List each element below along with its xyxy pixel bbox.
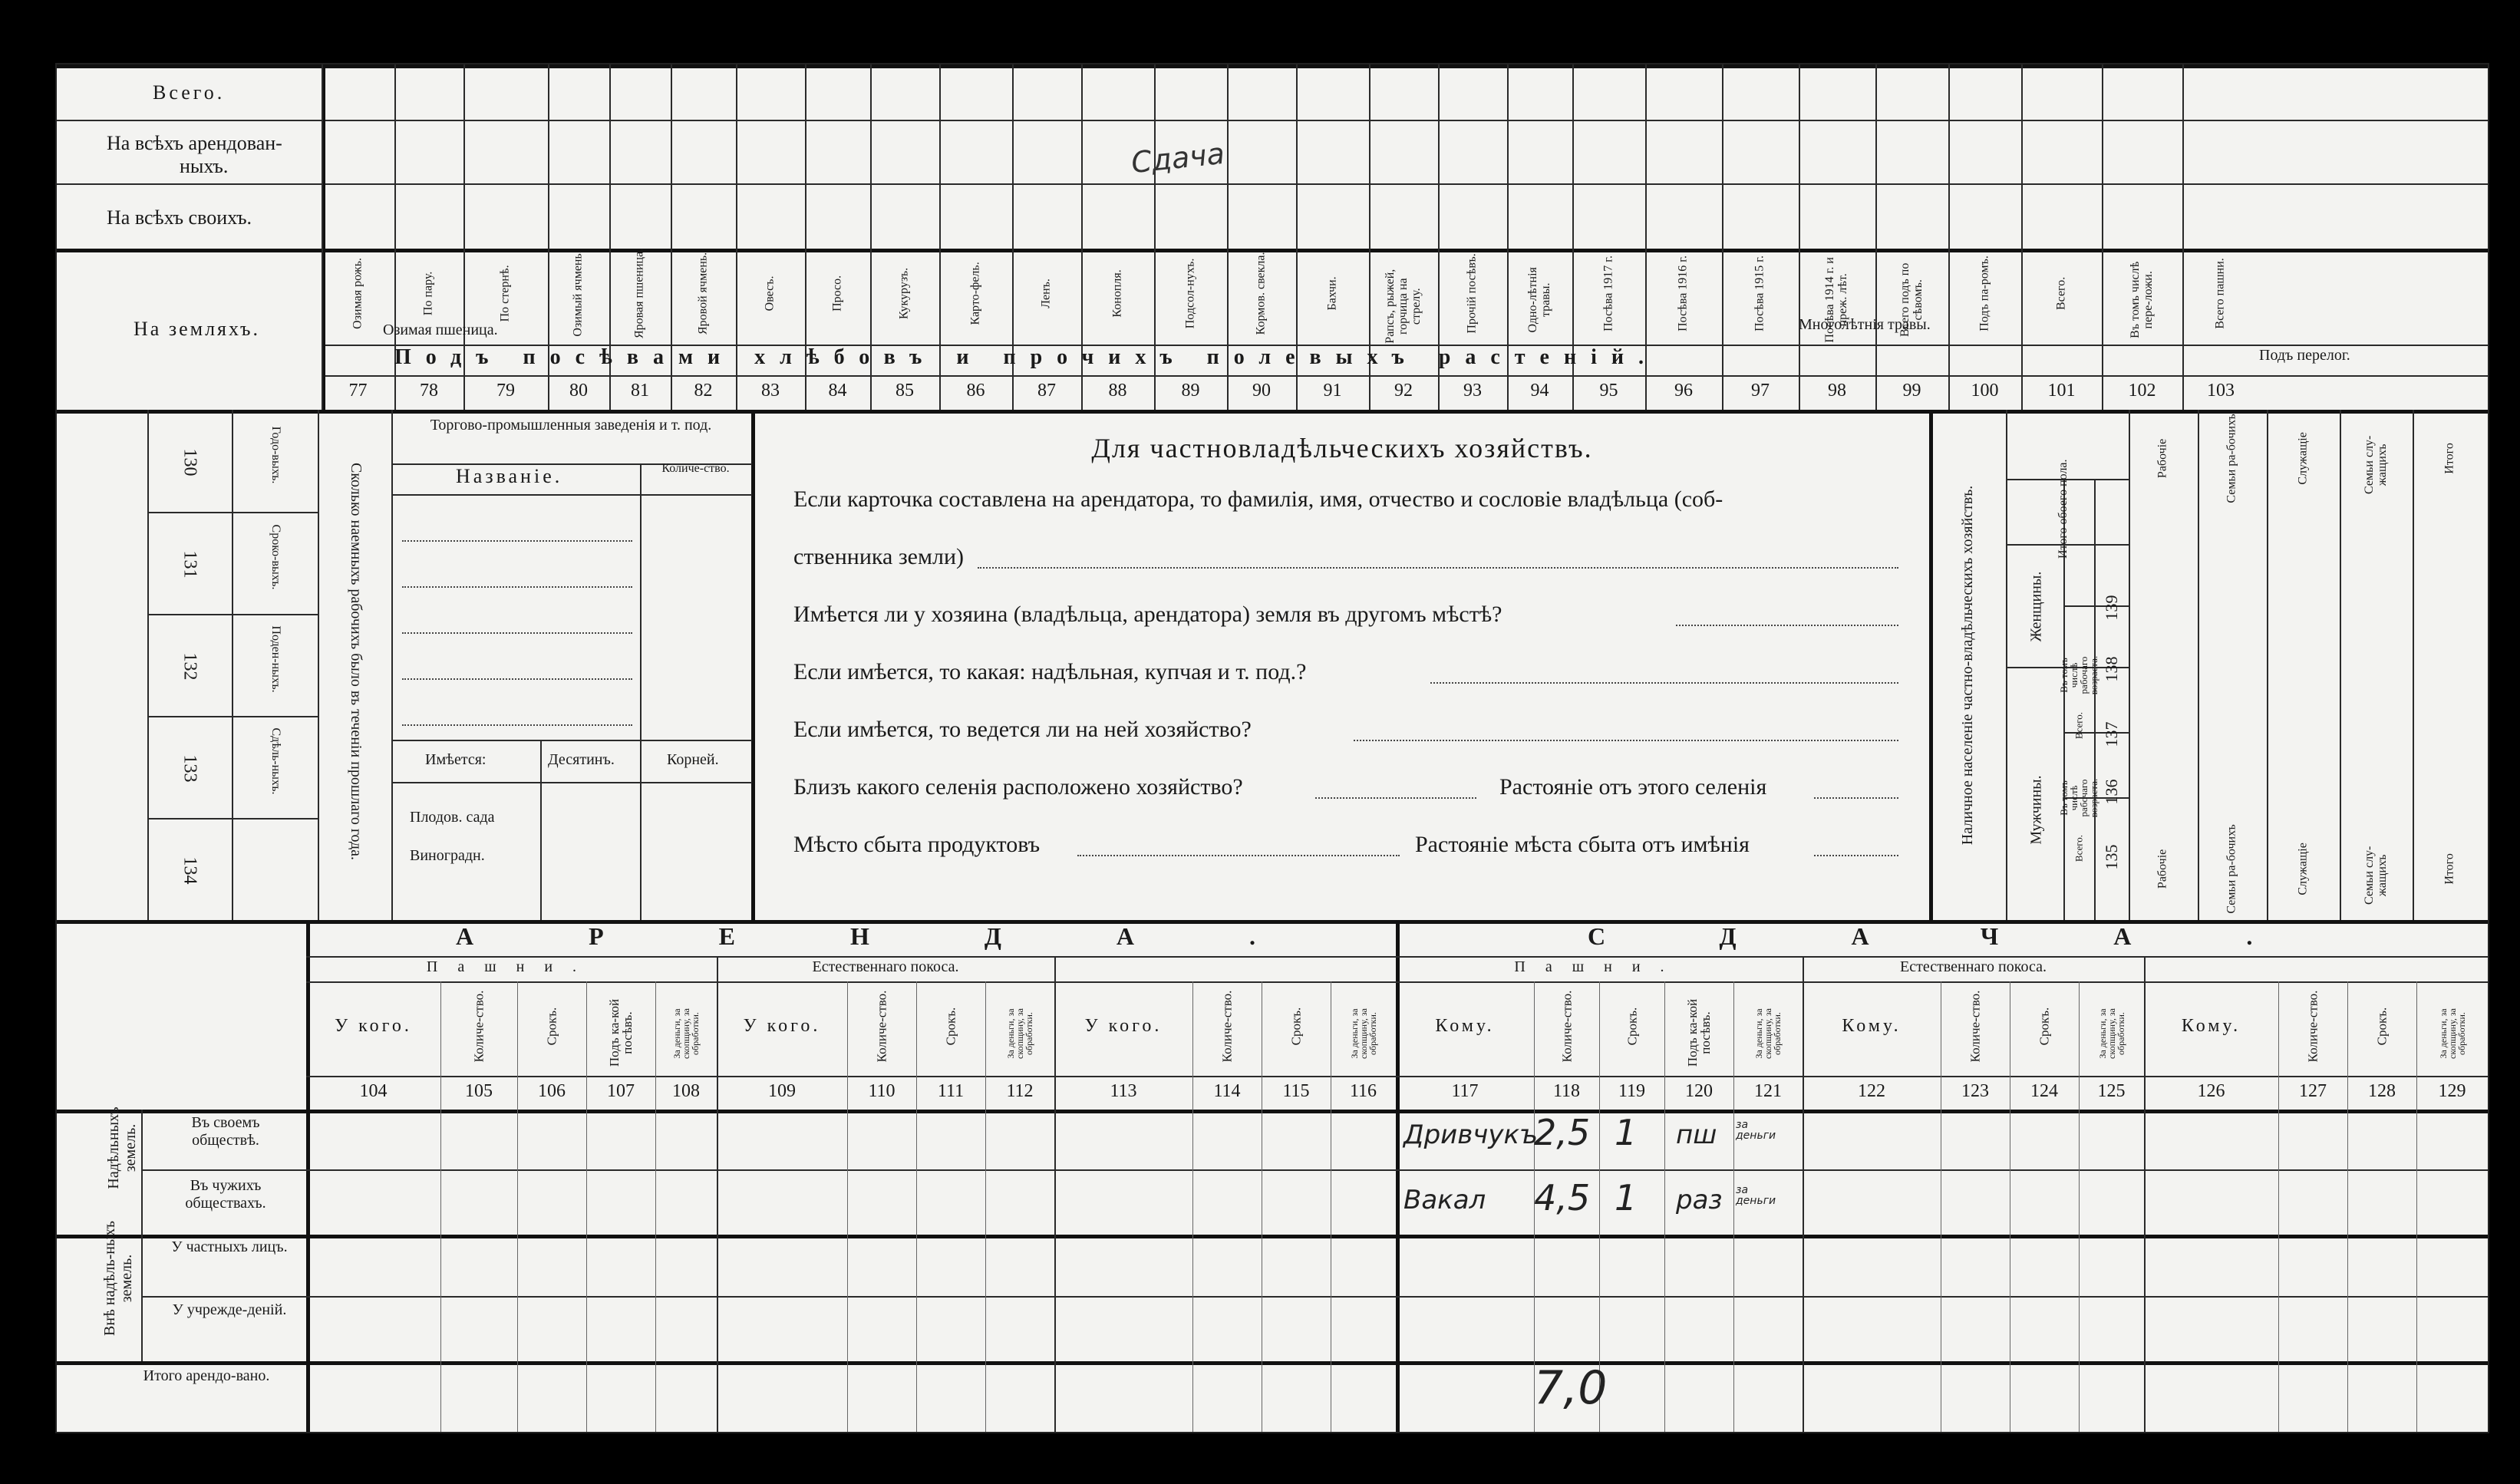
- hw-r2-komu: Вакал: [1403, 1185, 1486, 1215]
- top-col-label-98: Посѣва 1914 г. и преж. лѣт.: [1823, 257, 1849, 343]
- lease-col-num-113: 113: [1110, 1081, 1137, 1101]
- census-card: [55, 63, 2489, 1433]
- arenda-banner: АРЕНДА.: [456, 922, 1371, 950]
- workers-label-130: Годо-выхъ.: [269, 426, 282, 484]
- top-col-num-83: 83: [761, 381, 780, 401]
- pop-right-top-1: Семьи ра-бочихъ: [2225, 414, 2238, 503]
- top-col-label-89: Подсол-нухъ.: [1183, 258, 1197, 329]
- lease-col-header-104: У кого.: [335, 1016, 412, 1036]
- top-col-label-81: Яровая пшеница.: [632, 248, 646, 339]
- lease-col-header-126: Кому.: [2181, 1016, 2241, 1036]
- lease-col-header-109: У кого.: [743, 1016, 821, 1036]
- top-col-label-101: Всего.: [2054, 276, 2068, 311]
- top-col-num-92: 92: [1394, 381, 1413, 401]
- hw-r1-qty: 2,5: [1534, 1112, 1591, 1153]
- lease-col-num-129: 129: [2438, 1081, 2466, 1101]
- lease-col-header-106: Срокъ.: [544, 1007, 559, 1046]
- workers-label-131: Сроко-выхъ.: [269, 524, 282, 590]
- workers-num-134: 134: [180, 856, 200, 885]
- top-col-num-99: 99: [1902, 381, 1921, 401]
- pop-right-top-2: Служащіе: [2296, 432, 2310, 485]
- lease-col-header-129: За деньги, за скопщину, за обработки.: [2437, 1008, 2467, 1059]
- trade-qty-header: Количе-ство.: [661, 462, 730, 475]
- top-col-label-103: Всего пашни.: [2213, 258, 2227, 329]
- q1b: ственника земли): [793, 544, 964, 569]
- row-u-uchrezhdeniy: У учрежде-деній.: [172, 1301, 287, 1318]
- top-col-label-80: Озимый ячмень.: [571, 250, 585, 337]
- lease-col-num-114: 114: [1213, 1081, 1241, 1101]
- lease-col-header-114: Количе-ство.: [1219, 990, 1235, 1063]
- top-col-num-100: 100: [1971, 381, 1999, 401]
- pop-label-137: Всего.: [2073, 711, 2085, 740]
- lease-col-header-108: За деньги, за скопщину, за обработки.: [671, 1008, 701, 1059]
- top-col-num-80: 80: [569, 381, 588, 401]
- pod-perelog-label: Подъ перелог.: [2259, 347, 2350, 364]
- lease-col-num-111: 111: [937, 1081, 965, 1101]
- trade-name-header: Названіе.: [456, 465, 563, 487]
- lease-col-num-118: 118: [1552, 1081, 1581, 1101]
- pop-right-bot-2: Служащіе: [2296, 843, 2310, 895]
- sdacha-banner: СДАЧА.: [1588, 922, 2368, 950]
- top-col-num-91: 91: [1323, 381, 1342, 401]
- lease-col-num-121: 121: [1754, 1081, 1782, 1101]
- top-col-num-103: 103: [2207, 381, 2235, 401]
- lease-col-header-110: Количе-ство.: [874, 990, 889, 1063]
- top-col-label-88: Конопля.: [1110, 269, 1124, 318]
- lease-col-header-128: Срокъ.: [2374, 1007, 2390, 1046]
- row-v-svoem: Въ своемъ обществѣ.: [191, 1114, 260, 1149]
- lease-col-num-104: 104: [359, 1081, 388, 1101]
- lease-col-header-119: Срокъ.: [1624, 1007, 1639, 1046]
- row-itogo-arendovano: Итого арендо-вано.: [143, 1367, 270, 1384]
- row-na-zemlyakh: На земляхъ.: [134, 318, 260, 340]
- mnogoletnie-label: Многолѣтнія травы.: [1799, 316, 1931, 333]
- lease-col-num-125: 125: [2097, 1081, 2126, 1101]
- korney-header: Корней.: [667, 751, 719, 768]
- vinograd-label: Виноградн.: [410, 847, 485, 864]
- lease-col-header-111: Срокъ.: [943, 1007, 958, 1046]
- nadelnykh-label: Надѣльныхъ земель.: [105, 1106, 139, 1189]
- pop-right-top-3: Семьи слу-жащихъ: [2362, 435, 2389, 494]
- lease-col-num-106: 106: [538, 1081, 566, 1101]
- lease-col-header-107: Подъ ка-кой посѣвъ.: [607, 998, 635, 1067]
- lease-col-header-115: Срокъ.: [1288, 1007, 1304, 1046]
- pop-num-139: 139: [2102, 595, 2121, 621]
- row-arendovannykh-2: ныхъ.: [180, 155, 229, 177]
- q5b: Растояніе отъ этого селенія: [1499, 774, 1767, 800]
- lease-col-header-120: Подъ ка-кой посѣвъ.: [1685, 998, 1713, 1067]
- private-title: Для частновладѣльческихъ хозяйствъ.: [1091, 433, 1593, 463]
- pop-num-135: 135: [2102, 844, 2121, 870]
- pop-num-137: 137: [2102, 721, 2121, 747]
- top-col-num-93: 93: [1463, 381, 1482, 401]
- top-col-num-98: 98: [1828, 381, 1846, 401]
- lease-col-num-115: 115: [1282, 1081, 1310, 1101]
- q6a: Мѣсто сбыта продуктовъ: [793, 832, 1041, 857]
- top-col-num-77: 77: [348, 381, 368, 401]
- top-col-label-91: Бахчи.: [1325, 276, 1339, 311]
- top-col-num-84: 84: [828, 381, 847, 401]
- top-col-num-89: 89: [1181, 381, 1200, 401]
- top-col-num-102: 102: [2128, 381, 2156, 401]
- hw-r2-qty: 4,5: [1534, 1177, 1591, 1219]
- stamp-sdacha: Сдача: [1130, 136, 1226, 180]
- hw-r2-za: за деньги: [1736, 1184, 1776, 1207]
- row-v-chuzhikh: Въ чужихъ обществахъ.: [185, 1177, 266, 1212]
- top-col-label-82: Яровой ячмень.: [696, 252, 710, 335]
- lease-col-header-127: Количе-ство.: [2305, 990, 2320, 1063]
- top-col-label-90: Кормов. свекла.: [1254, 252, 1268, 335]
- hw-r1-komu: Дривчукъ: [1403, 1120, 1539, 1150]
- row-arendovannykh-1: На всѣхъ арендован-: [107, 132, 282, 154]
- q3: Если имѣется, то какая: надѣльная, купчая и т. под.?: [793, 659, 1307, 684]
- ozimaya-pshenitsa-label: Озимая пшеница.: [383, 322, 498, 338]
- group-title-4: Естественнаго покоса.: [1900, 958, 2047, 975]
- lease-col-header-121: За деньги, за скопщину, за обработки.: [1753, 1008, 1783, 1059]
- pop-num-138: 138: [2102, 656, 2121, 682]
- q2: Имѣется ли у хозяина (владѣльца, арендатора) земля въ другомъ мѣстѣ?: [793, 602, 1502, 627]
- top-col-num-95: 95: [1599, 381, 1618, 401]
- lease-col-num-108: 108: [672, 1081, 700, 1101]
- top-col-num-101: 101: [2047, 381, 2076, 401]
- vne-nadelnykh-label: Внѣ надѣль-ныхъ земель.: [101, 1221, 135, 1336]
- group-title-0: Пашни.: [426, 958, 597, 975]
- q6b: Растояніе мѣста сбыта отъ имѣнія: [1415, 832, 1750, 857]
- top-col-num-87: 87: [1037, 381, 1056, 401]
- lease-col-header-113: У кого.: [1084, 1016, 1163, 1036]
- top-col-num-86: 86: [966, 381, 985, 401]
- lease-col-num-119: 119: [1618, 1081, 1646, 1101]
- hw-r1-posev: пш: [1676, 1120, 1717, 1150]
- pop-label-136: Въ томъ числѣ рабочаго возраста.: [2058, 778, 2099, 818]
- lease-col-header-123: Количе-ство.: [1968, 990, 1983, 1063]
- top-col-label-78: По пару.: [421, 271, 435, 316]
- top-col-num-97: 97: [1751, 381, 1770, 401]
- workers-label-132: Поден-ныхъ.: [269, 625, 282, 693]
- top-col-num-81: 81: [631, 381, 649, 401]
- pop-right-bot-3: Семьи слу-жащихъ: [2362, 846, 2389, 905]
- desyatin-header: Десятинъ.: [548, 751, 615, 768]
- workers-label-133: Сдѣль-ныхъ.: [269, 727, 282, 795]
- lease-col-header-112: За деньги, за скопщину, за обработки.: [1005, 1008, 1034, 1059]
- lease-col-num-109: 109: [768, 1081, 796, 1101]
- pop-label-138: Въ томъ числѣ рабочаго возраста.: [2058, 655, 2099, 695]
- top-col-label-102: Въ томъ числѣ пере-ложи.: [2128, 261, 2155, 338]
- workers-title: Сколько наемныхъ рабочихъ было въ теченіи прошлаго года.: [348, 462, 364, 861]
- top-col-label-85: Кукурузъ.: [897, 267, 911, 319]
- itogo-oboego-pola: Итого обоего пола.: [2057, 459, 2070, 559]
- lease-col-num-120: 120: [1685, 1081, 1713, 1101]
- q5a: Близъ какого селенія расположено хозяйство?: [793, 774, 1243, 800]
- lease-col-num-116: 116: [1349, 1081, 1377, 1101]
- lease-col-num-117: 117: [1451, 1081, 1479, 1101]
- top-col-num-82: 82: [694, 381, 713, 401]
- row-u-chastnykh: У частныхъ лицъ.: [171, 1238, 288, 1255]
- lease-col-num-107: 107: [607, 1081, 635, 1101]
- lease-col-header-117: Кому.: [1435, 1016, 1495, 1036]
- zhenshchiny-label: Женщины.: [2027, 571, 2045, 642]
- group-title-3: Пашни.: [1514, 958, 1684, 975]
- top-col-num-90: 90: [1252, 381, 1271, 401]
- lease-col-num-105: 105: [465, 1081, 493, 1101]
- lease-col-header-122: Кому.: [1842, 1016, 1902, 1036]
- workers-num-132: 132: [180, 652, 200, 681]
- hw-r1-srok: 1: [1615, 1112, 1638, 1153]
- lease-col-num-127: 127: [2299, 1081, 2327, 1101]
- group-title-1: Естественнаго покоса.: [812, 958, 959, 975]
- hw-r2-posev: раз: [1676, 1185, 1723, 1215]
- lease-col-header-125: За деньги, за скопщину, за обработки.: [2096, 1008, 2126, 1059]
- top-col-label-84: Просо.: [830, 275, 844, 312]
- top-col-num-79: 79: [496, 381, 515, 401]
- workers-num-130: 130: [180, 448, 200, 477]
- pop-right-top-0: Рабочіе: [2156, 438, 2169, 479]
- lease-col-num-112: 112: [1006, 1081, 1034, 1101]
- hw-total: 7,0: [1534, 1361, 1608, 1415]
- hw-r1-za: за деньги: [1736, 1119, 1776, 1142]
- imeetsya-label: Имѣется:: [425, 751, 487, 768]
- pop-label-135: Всего.: [2073, 834, 2085, 862]
- pop-right-bot-0: Рабочіе: [2156, 849, 2169, 889]
- pop-right-bot-1: Семьи ра-бочихъ: [2225, 824, 2238, 914]
- workers-num-133: 133: [180, 754, 200, 783]
- top-col-label-95: Посѣва 1917 г.: [1601, 255, 1615, 331]
- population-title: Наличное населеніе частно-владѣльческихъ хозяйствъ.: [1959, 485, 1976, 846]
- workers-num-131: 131: [180, 550, 200, 579]
- pop-right-bot-4: Итого: [2442, 853, 2456, 885]
- lease-col-num-124: 124: [2030, 1081, 2058, 1101]
- top-col-num-94: 94: [1530, 381, 1549, 401]
- lease-col-num-122: 122: [1858, 1081, 1885, 1101]
- row-vsego: Всего.: [153, 81, 226, 104]
- top-col-label-100: Подъ па-ромъ.: [1977, 256, 1991, 331]
- top-col-label-87: Ленъ.: [1039, 279, 1053, 308]
- top-col-label-83: Овесъ.: [763, 275, 777, 312]
- lease-col-num-126: 126: [2197, 1081, 2225, 1101]
- muzhchiny-label: Мужчины.: [2027, 775, 2045, 845]
- lease-col-header-116: За деньги, за скопщину, за обработки.: [1348, 1008, 1378, 1059]
- q4: Если имѣется, то ведется ли на ней хозяйство?: [793, 717, 1252, 742]
- top-col-label-94: Одно-лѣтнія травы.: [1526, 267, 1552, 333]
- top-col-label-79: По стернѣ.: [498, 265, 512, 322]
- lease-col-header-118: Количе-ство.: [1559, 990, 1574, 1063]
- top-col-num-78: 78: [420, 381, 438, 401]
- hw-r2-srok: 1: [1615, 1177, 1638, 1219]
- q1a: Если карточка составлена на арендатора, то фамилія, имя, отчество и сословіе владѣльца (соб-: [793, 486, 1723, 512]
- row-svoikh: На всѣхъ своихъ.: [107, 206, 252, 229]
- trade-title: Торгово-промышленныя заведенія и т. под.: [430, 417, 712, 434]
- top-col-label-92: Рапсъ, рыжей, горчица на стрелу.: [1383, 269, 1423, 344]
- pop-right-top-4: Итого: [2442, 443, 2456, 474]
- plodov-sad-label: Плодов. сада: [410, 809, 495, 826]
- top-col-num-88: 88: [1108, 381, 1127, 401]
- top-col-num-96: 96: [1674, 381, 1693, 401]
- top-col-num-85: 85: [896, 381, 914, 401]
- lease-col-header-105: Количе-ство.: [471, 990, 487, 1063]
- pod-posevami-banner: Подъ посѣвами хлѣбовъ и прочихъ полевыхъ растеній.: [394, 345, 1659, 369]
- top-col-label-86: Карто-фель.: [968, 262, 982, 325]
- pop-num-136: 136: [2102, 779, 2121, 805]
- top-col-label-97: Посѣва 1915 г.: [1753, 255, 1766, 331]
- top-col-label-93: Прочій посѣвъ.: [1465, 253, 1479, 334]
- top-col-label-77: Озимая рожь.: [351, 257, 364, 329]
- lease-col-header-124: Срокъ.: [2037, 1007, 2052, 1046]
- lease-col-num-128: 128: [2368, 1081, 2396, 1101]
- top-col-label-99: Всего подъ по сѣвомъ.: [1898, 262, 1925, 337]
- lease-col-num-110: 110: [868, 1081, 896, 1101]
- lease-col-num-123: 123: [1961, 1081, 1989, 1101]
- top-col-label-96: Посѣва 1916 г.: [1676, 255, 1690, 331]
